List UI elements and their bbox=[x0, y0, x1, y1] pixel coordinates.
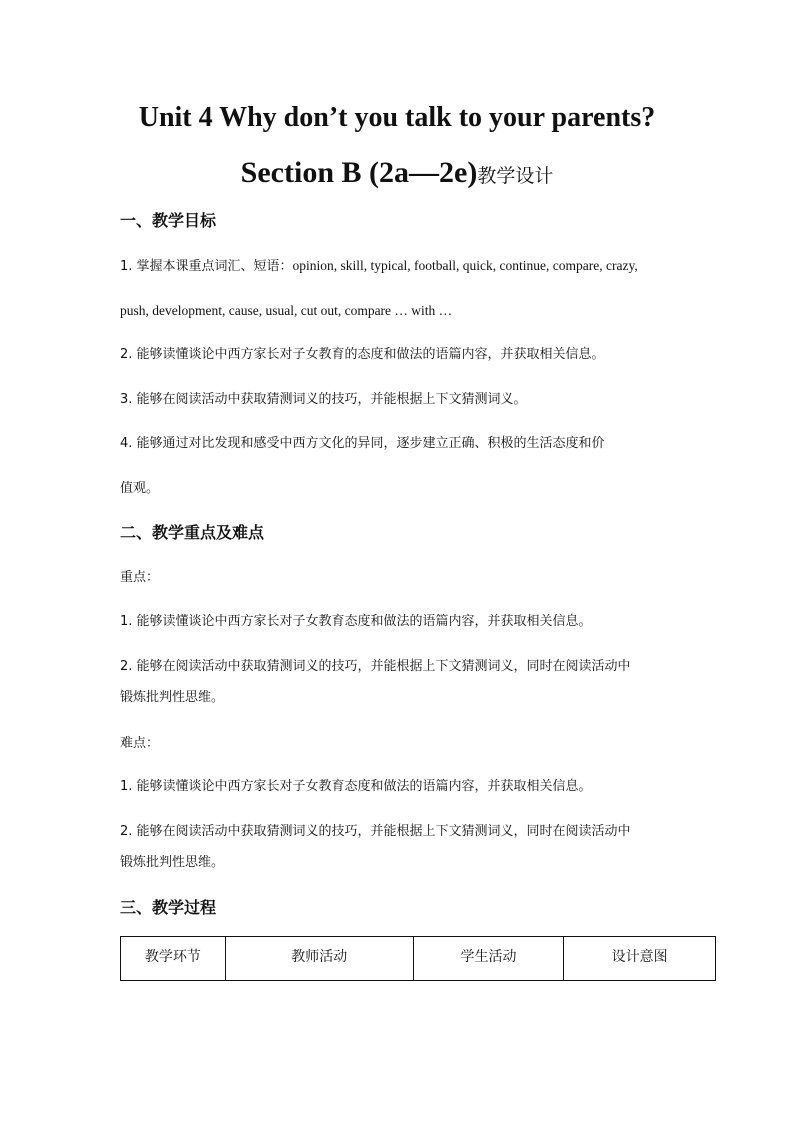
key-point-1: 1. 能够读懂谈论中西方家长对子女教育态度和做法的语篇内容，并获取相关信息。 bbox=[120, 614, 592, 629]
difficult-point-2-cont: 锻炼批判性思维。 bbox=[120, 855, 225, 870]
objective-item-1-prefix: 1. 掌握本课重点词汇、短语： bbox=[120, 259, 293, 274]
subtitle-suffix: 教学设计 bbox=[477, 165, 554, 187]
difficult-points-label: 难点： bbox=[120, 736, 160, 751]
table-header-cell: 教学环节 bbox=[121, 937, 226, 981]
objective-item-4: 4. 能够通过对比发现和感受中西方文化的异同，逐步建立正确、积极的生活态度和价 bbox=[120, 436, 605, 451]
objective-item-2: 2. 能够读懂谈论中西方家长对子女教育的态度和做法的语篇内容，并获取相关信息。 bbox=[120, 347, 605, 362]
difficult-point-2: 2. 能够在阅读活动中获取猜测词义的技巧，并能根据上下文猜测词义，同时在阅读活动中 bbox=[120, 824, 631, 839]
objective-item-3: 3. 能够在阅读活动中获取猜测词义的技巧，并能根据上下文猜测词义。 bbox=[120, 392, 527, 407]
table-header-cell: 设计意图 bbox=[564, 937, 716, 981]
document-subtitle bbox=[0, 153, 794, 197]
difficult-point-1: 1. 能够读懂谈论中西方家长对子女教育态度和做法的语篇内容，并获取相关信息。 bbox=[120, 779, 592, 794]
objective-item-1-words: opinion, skill, typical, football, quick, continue, compare, crazy, bbox=[292, 258, 638, 273]
section-heading-objectives: 一、教学目标 bbox=[120, 211, 217, 230]
teaching-process-table bbox=[120, 936, 716, 981]
objective-item-1 bbox=[120, 256, 638, 277]
subtitle-section: Section B (2a—2e) bbox=[240, 156, 478, 189]
objective-item-4-cont: 值观。 bbox=[120, 481, 160, 496]
table-header-row bbox=[121, 937, 716, 981]
table-header-cell: 教师活动 bbox=[225, 937, 413, 981]
document-title: Unit 4 Why don’t you talk to your parents? bbox=[138, 102, 656, 133]
key-points-label: 重点： bbox=[120, 570, 160, 585]
objective-item-1-cont: push, development, cause, usual, cut out, compare … with … bbox=[120, 303, 453, 318]
section-heading-key-points: 二、教学重点及难点 bbox=[120, 523, 265, 542]
key-point-2: 2. 能够在阅读活动中获取猜测词义的技巧，并能根据上下文猜测词义，同时在阅读活动中 bbox=[120, 659, 631, 674]
key-point-2-cont: 锻炼批判性思维。 bbox=[120, 690, 225, 705]
section-heading-process: 三、教学过程 bbox=[120, 898, 217, 917]
table-header-cell: 学生活动 bbox=[413, 937, 564, 981]
